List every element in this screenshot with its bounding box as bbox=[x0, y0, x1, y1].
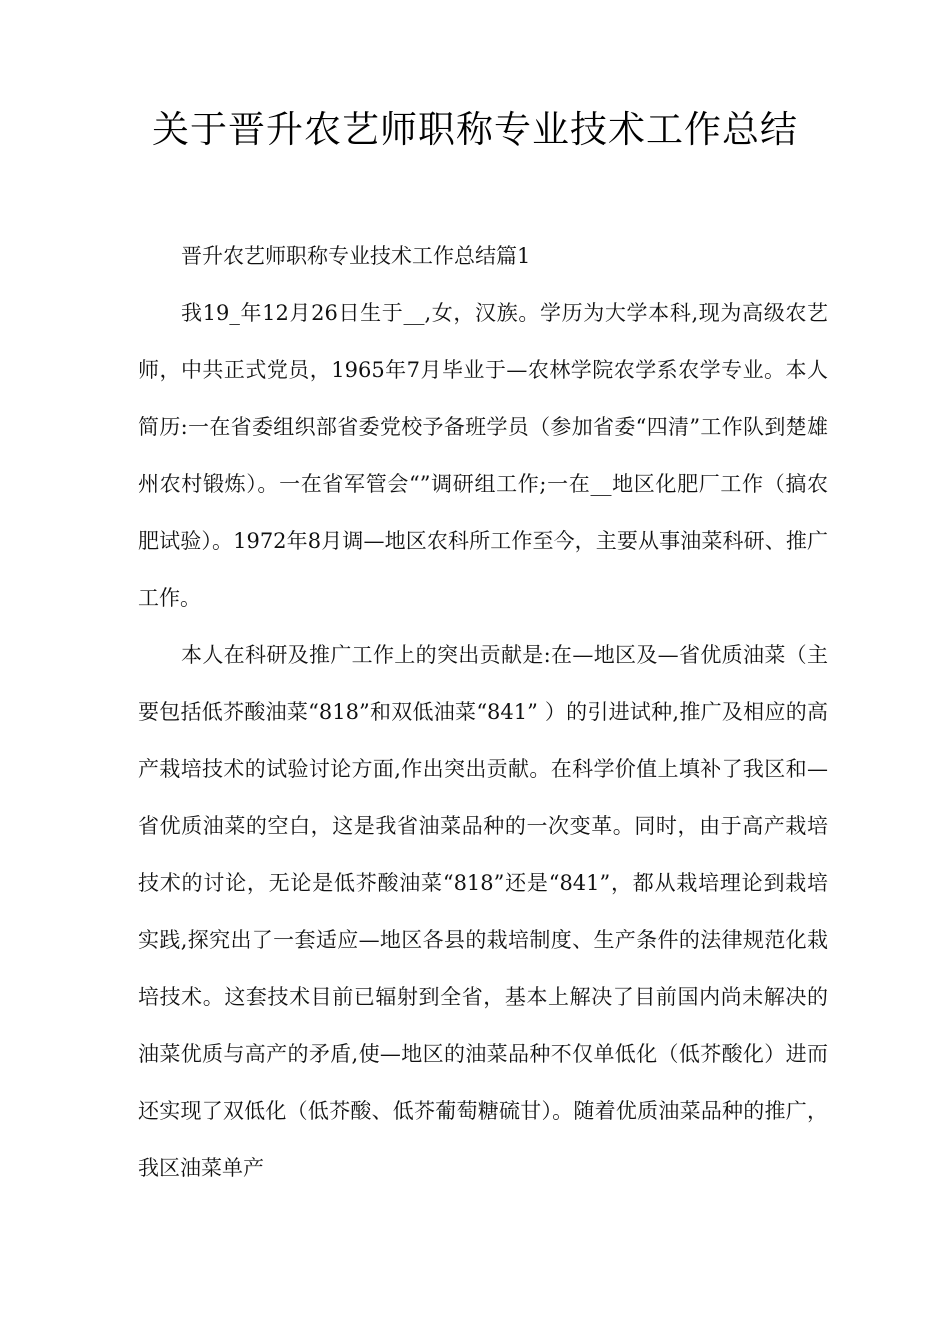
document-title: 关于晋升农艺师职称专业技术工作总结 bbox=[152, 108, 798, 151]
section-heading: 晋升农艺师职称专业技术工作总结篇1 bbox=[181, 244, 531, 268]
paragraph-biography: 我19_年12月26日生于__,女，汉族。学历为大学本科,现为高级农艺师，中共正式党员，1965年7月毕业于—农林学院农学系农学专业。本人简历:一在省委组织部省委党校予备班学员（参加省委“四清”工作队到楚雄州农村锻炼）。一在省军管会“”调研组工作;一在__地区化肥厂工作（搞农肥试验）。1972年8月调—地区农科所工作至今，主要从事油菜科研、推广工作。 bbox=[138, 301, 828, 610]
paragraph-contributions: 本人在科研及推广工作上的突出贡献是:在—地区及—省优质油菜（主要包括低芥酸油菜“818”和双低油菜“841” ）的引进试种,推广及相应的高产栽培技术的试验讨论方面,作出突出贡献。在科学价值上填补了我区和—省优质油菜的空白，这是我省油菜品种的一次变革。同时，由于高产栽培技术的讨论，无论是低芥酸油菜“818”还是“841”，都从栽培理论到栽培实践,探究出了一套适应—地区各县的栽培制度、生产条件的法律规范化栽培技术。这套技术目前已辐射到全省，基本上解决了目前国内尚未解决的油菜优质与高产的矛盾,使—地区的油菜品种不仅单低化（低芥酸化）进而还实现了双低化（低芥酸、低芥葡萄糖硫甘）。随着优质油菜品种的推广，我区油菜单产 bbox=[138, 643, 828, 1180]
document-body bbox=[138, 228, 828, 1197]
